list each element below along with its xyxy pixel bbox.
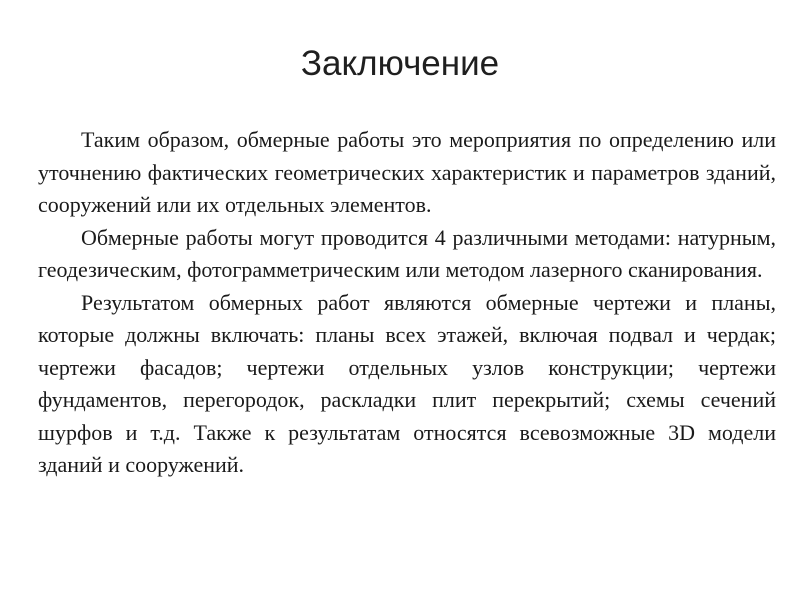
paragraph-conclusion-definition: Таким образом, обмерные работы это мероприятия по определению или уточнению фактических геометрических характеристик и параметров зданий, сооружений или их отдельных элементов. — [38, 127, 776, 217]
paragraph-survey-results: Результатом обмерных работ являются обмерные чертежи и планы, которые должны включать: планы всех этажей, включая подвал и чердак; чертежи фасадов; чертежи отдельных узлов конструкции; чертежи фундаментов, перегородок, раскладки плит перекрытий; схемы сечений шурфов и т.д. Также к результатам относятся всевозможные 3D модели зданий и сооружений. — [38, 289, 776, 477]
slide-body — [38, 124, 776, 482]
paragraph-survey-methods: Обмерные работы могут проводится 4 различными методами: натурным, геодезическим, фотограмметрическим или методом лазерного сканирования. — [38, 224, 776, 282]
slide-title: Заключение — [300, 44, 500, 83]
